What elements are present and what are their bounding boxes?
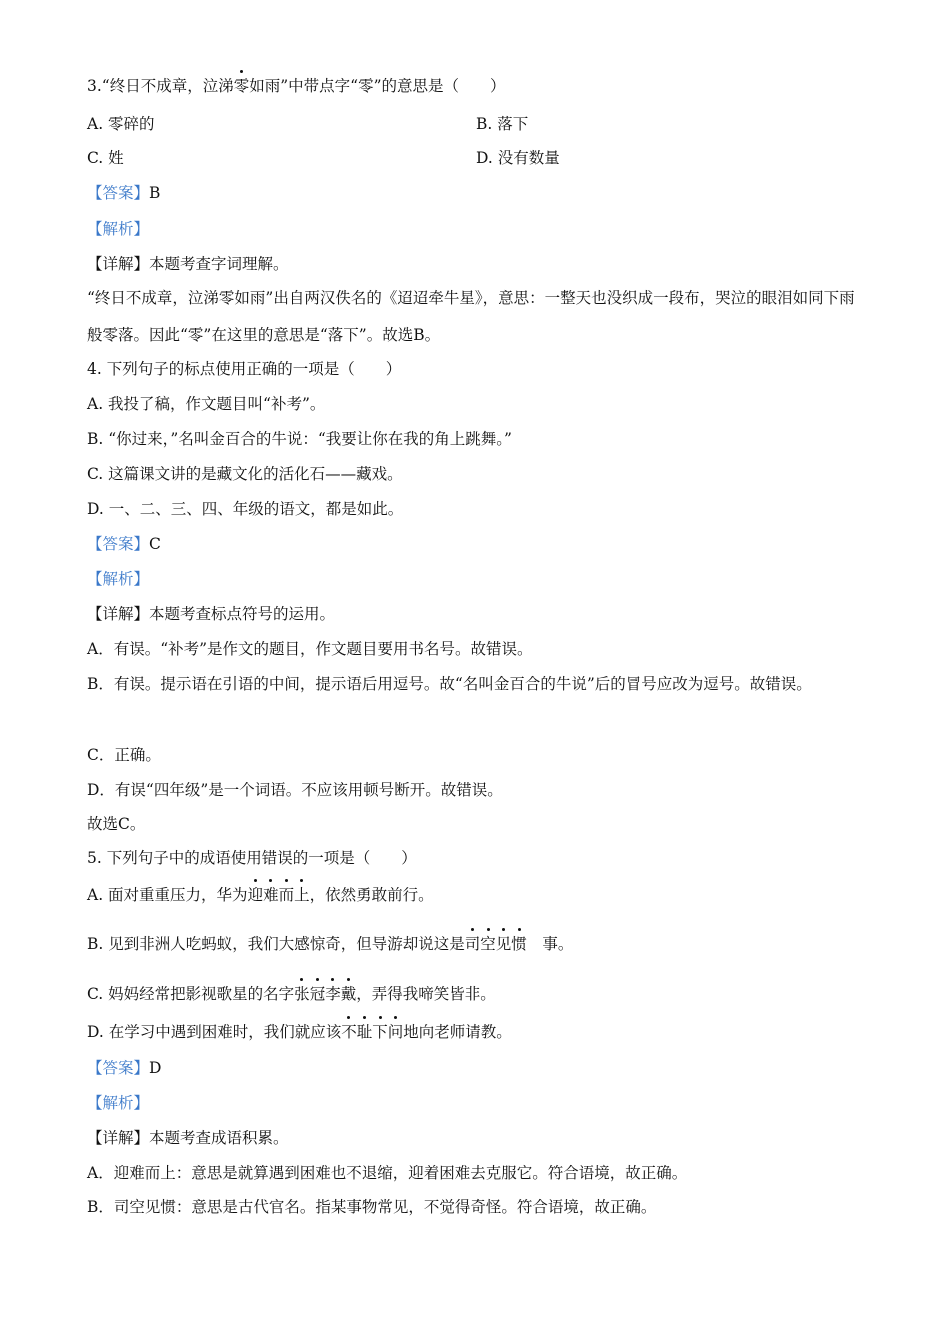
dotted-char: 张 <box>294 985 310 1003</box>
dotted-char: 李 <box>325 985 341 1003</box>
q5-option-a: A. 面对重重压力，华为迎难而上，依然勇敢前行。 <box>87 886 434 904</box>
q4-stem: 4. 下列句子的标点使用正确的一项是（ ） <box>87 360 402 378</box>
q4-option-c: C. 这篇课文讲的是藏文化的活化石——藏戏。 <box>87 465 403 483</box>
answer-tag: 【答案】 <box>87 535 150 553</box>
q3-option-c: C. 姓 <box>87 149 124 167</box>
q5-option-c: C. 妈妈经常把影视歌星的名字张冠李戴，弄得我啼笑皆非。 <box>87 985 496 1003</box>
dotted-char: 惯 <box>511 935 527 953</box>
q4-explain-d: D．有误“四年级”是一个词语。不应该用顿号断开。故错误。 <box>87 781 503 799</box>
dotted-char: 戴 <box>340 985 357 1003</box>
detail-tag: 【详解】 <box>87 255 150 273</box>
dotted-char: 见 <box>495 935 512 953</box>
q3-analysis-tag: 【解析】 <box>87 220 150 238</box>
detail-tag: 【详解】 <box>87 605 150 623</box>
q3-explanation: “终日不成章，泣涕零如雨”出自两汉佚名的《迢迢牵牛星》，意思：一整天也没织成一段布，哭泣的眼泪如同下雨般零落。因此“零”在这里的意思是“落下”。故选B。 <box>87 289 855 344</box>
q4-answer: 【答案】C <box>87 535 161 553</box>
q5-detail: 【详解】本题考查成语积累。 <box>87 1129 289 1147</box>
dotted-char: 耻 <box>356 1023 373 1041</box>
dotted-char: 而 <box>278 886 295 904</box>
q3-option-a: A. 零碎的 <box>87 115 155 133</box>
q3-stem: 3.“终日不成章，泣涕零如雨”中带点字“零”的意思是（ ） <box>87 77 506 95</box>
q3-answer: 【答案】B <box>87 184 161 202</box>
q5-option-b: B. 见到非洲人吃蚂蚁，我们大感惊奇，但导游却说这是司空见惯 事。 <box>87 935 574 953</box>
dotted-char: 空 <box>480 935 496 953</box>
q5-explain-b: B．司空见惯：意思是古代官名。指某事物常见，不觉得奇怪。符合语境，故正确。 <box>87 1198 657 1216</box>
q4-detail: 【详解】本题考查标点符号的运用。 <box>87 605 336 623</box>
dotted-char: 零 <box>233 77 250 95</box>
q5-explain-a: A．迎难而上：意思是就算遇到困难也不退缩，迎着困难去克服它。符合语境，故正确。 <box>87 1164 688 1182</box>
q4-explain-c: C．正确。 <box>87 746 161 764</box>
dotted-char: 迎 <box>247 886 264 904</box>
q3-option-d: D. 没有数量 <box>476 149 560 167</box>
answer-tag: 【答案】 <box>87 1059 150 1077</box>
q5-analysis-tag: 【解析】 <box>87 1094 150 1112</box>
q4-analysis-tag: 【解析】 <box>87 570 150 588</box>
q4-option-a: A. 我投了稿，作文题目叫“补考”。 <box>87 395 326 413</box>
dotted-char: 下 <box>372 1023 388 1041</box>
q4-option-d: D. 一、二、三、四、年级的语文，都是如此。 <box>87 500 404 518</box>
q4-conclusion: 故选C。 <box>87 815 146 833</box>
q4-option-b: B. “你过来，”名叫金百合的牛说：“我要让你在我的角上跳舞。” <box>87 430 512 448</box>
dotted-char: 上 <box>294 886 310 904</box>
answer-tag: 【答案】 <box>87 184 150 202</box>
q5-stem: 5. 下列句子中的成语使用错误的一项是（ ） <box>87 849 417 867</box>
dotted-char: 司 <box>464 935 481 953</box>
detail-tag: 【详解】 <box>87 1129 150 1147</box>
q5-answer: 【答案】D <box>87 1059 162 1077</box>
q5-option-d: D. 在学习中遇到困难时，我们就应该不耻下问地向老师请教。 <box>87 1023 512 1041</box>
dotted-char: 不 <box>341 1023 357 1041</box>
q3-option-b: B. 落下 <box>476 115 529 133</box>
dotted-char: 冠 <box>309 985 326 1003</box>
q3-detail: 【详解】本题考查字词理解。 <box>87 255 289 273</box>
dotted-char: 问 <box>387 1023 404 1041</box>
q4-explain-b: B．有误。提示语在引语的中间，提示语后用逗号。故“名叫金百合的牛说”后的冒号应改为逗号。故错误。 <box>87 675 812 693</box>
q4-explain-a: A．有误。“补考”是作文的题目，作文题目要用书名号。故错误。 <box>87 640 533 658</box>
dotted-char: 难 <box>263 886 279 904</box>
